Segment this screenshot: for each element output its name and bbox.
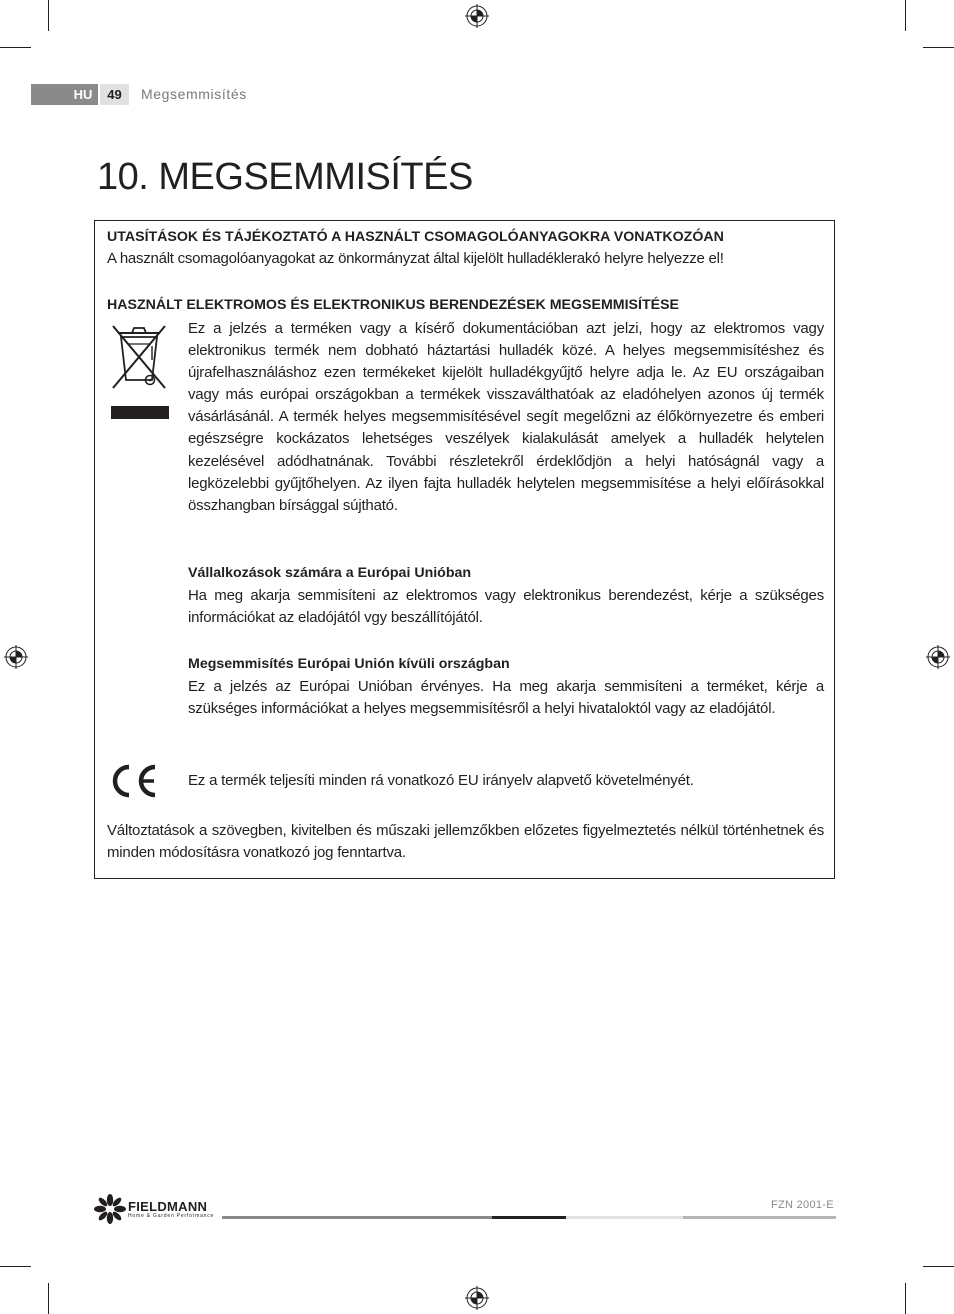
registration-mark-icon [465, 1286, 489, 1310]
business-eu-text: Ha meg akarja semmisíteni az elektromos vagy elektronikus berendezést, kérje a szükséges információkat az eladójától vgy beszállítójától. [188, 587, 824, 627]
ce-text: Ez a termék teljesíti minden rá vonatkozó EU irányelv alapvető követelményét. [188, 772, 694, 789]
footer-line [683, 1216, 836, 1219]
crop-mark [923, 47, 954, 48]
crop-mark [905, 1283, 906, 1314]
footer-line [222, 1216, 492, 1219]
crossed-out-wheelie-bin-icon [108, 320, 170, 422]
fieldmann-logo-icon [94, 1194, 126, 1224]
page-title: 10. MEGSEMMISÍTÉS [97, 156, 473, 198]
outside-eu-text: Ez a jelzés az Európai Unióban érvényes. Ha meg akarja semmisíteni a terméket, kérje a szükséges információkat a helyes megsemmisítésről a helyi hivataloktól vagy az eladójától. [188, 678, 824, 718]
registration-mark-icon [926, 645, 950, 669]
outside-eu-heading: Megsemmisítés Európai Unión kívüli országban [188, 656, 510, 672]
ce-mark-icon [107, 762, 159, 800]
language-code: HU [73, 87, 93, 102]
packaging-heading: UTASÍTÁSOK ÉS TÁJÉKOZTATÓ A HASZNÁLT CSOMAGOLÓANYAGOKRA VONATKOZÓAN [107, 229, 724, 245]
packaging-text: A használt csomagolóanyagokat az önkormányzat által kijelölt hulladéklerakó helyre helyezze el! [107, 250, 724, 267]
crop-mark [0, 1266, 31, 1267]
page-number: 49 [100, 84, 129, 105]
registration-mark-icon [465, 4, 489, 28]
crop-mark [923, 1266, 954, 1267]
model-number: FZN 2001-E [771, 1199, 834, 1211]
section-name: Megsemmisítés [141, 86, 247, 102]
footer-line [566, 1216, 683, 1219]
business-eu-heading: Vállalkozások számára a Európai Unióban [188, 565, 472, 581]
crop-mark [0, 47, 31, 48]
footer-line [492, 1216, 566, 1219]
crop-mark [905, 0, 906, 31]
disclaimer-text: Változtatások a szövegben, kivitelben és műszaki jellemzőkben előzetes figyelmeztetés nélkül történhetnek és minden módosításra vonatkozó jog fenntartva. [107, 822, 824, 862]
crop-mark [48, 0, 49, 31]
brand-name: FIELDMANN [128, 1199, 208, 1214]
brand-tagline: Home & Garden Performance [128, 1213, 215, 1219]
weee-heading: HASZNÁLT ELEKTROMOS ÉS ELEKTRONIKUS BERENDEZÉSEK MEGSEMMISÍTÉSE [107, 297, 680, 313]
weee-text: Ez a jelzés a terméken vagy a kísérő dokumentációban azt jelzi, hogy az elektromos vagy elektronikus termék nem dobható háztartási hulladék közé. A helyes megsemmisítéshez és újrafelhasználáshoz ezen termékeket kijelölt hulladékgyűjtő helyre adja le. Az EU országaiban vagy más európai országokban a termékek visszaválthatóak az eladóhelyen azonos új termék vásárlásánál. A termék helyes megsemmisítésével segít megelőzni az élőkörnyezetre és emberi egészségre kockázatos lehetséges veszélyek kialakulását amelyek a hulladék helytelen kezelésével adódhatnának. További részletekről érdeklődjön a helyi hatóságnál vagy a legközelebbi gyűjtőhelyen. Az ilyen fajta hulladék helytelen megsemmisítése a helyi előírásokkal összhangban bírsággal sújtható. [188, 320, 824, 514]
registration-mark-icon [4, 645, 28, 669]
crop-mark [48, 1283, 49, 1314]
